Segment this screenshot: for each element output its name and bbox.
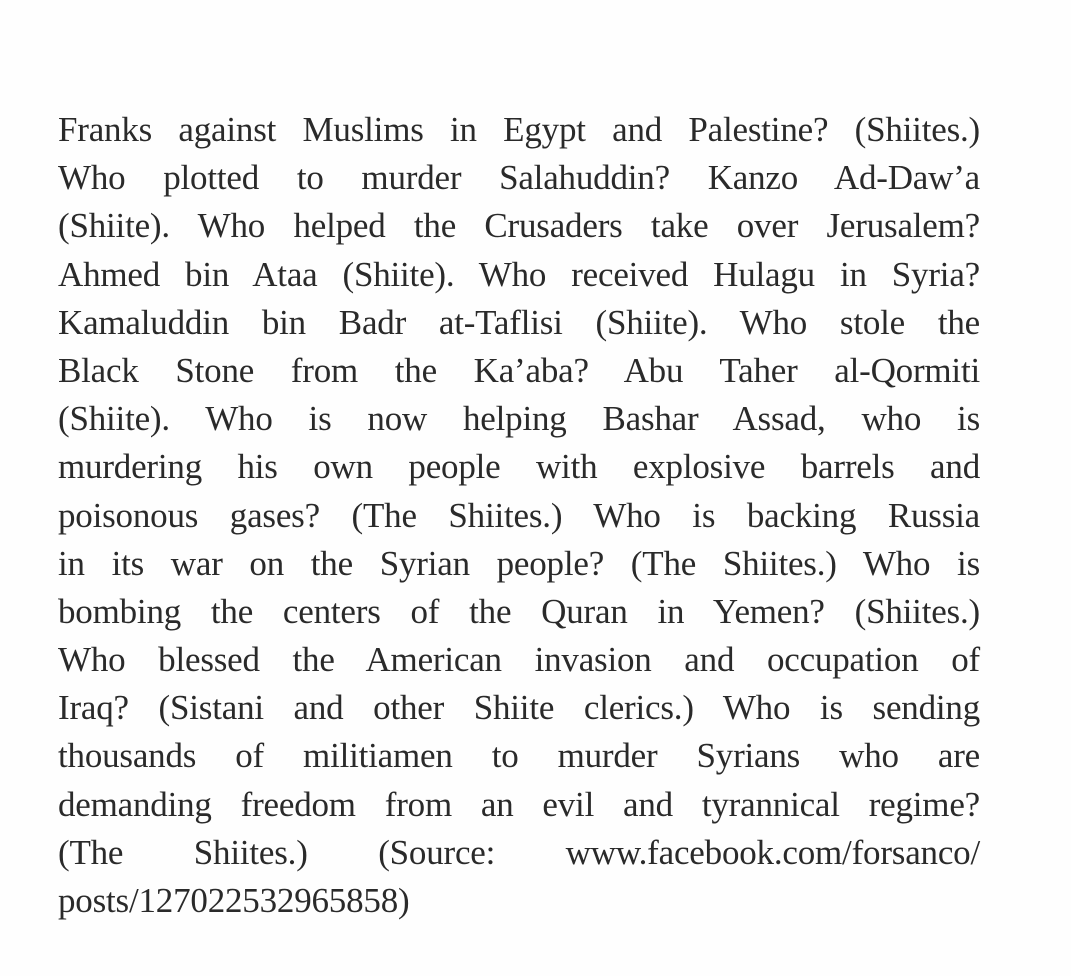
text-line: Who blessed the American invasion and occupation of — [58, 640, 980, 680]
text-line: in its war on the Syrian people? (The Shiites.) Who is — [58, 543, 980, 583]
text-line: Iraq? (Sistani and other Shiite clerics.) Who is sending — [58, 688, 980, 728]
text-line: Black Stone from the Ka’aba? Abu Taher al-Qormiti — [58, 350, 980, 390]
text-line: (The Shiites.) (Source: www.facebook.com/forsanco/ — [58, 832, 980, 872]
text-line: posts/127022532965858) — [58, 881, 410, 920]
text-line: (Shiite). Who is now helping Bashar Assad, who is — [58, 399, 980, 439]
text-line: Franks against Muslims in Egypt and Palestine? (Shiites.) — [58, 110, 980, 149]
body-text — [58, 106, 980, 925]
text-line: murdering his own people with explosive barrels and — [58, 447, 980, 487]
text-line: Who plotted to murder Salahuddin? Kanzo Ad-Daw’a — [58, 158, 980, 198]
text-line: thousands of militiamen to murder Syrians who are — [58, 736, 980, 776]
text-line: bombing the centers of the Quran in Yemen? (Shiites.) — [58, 591, 980, 631]
text-line: demanding freedom from an evil and tyrannical regime? — [58, 784, 980, 824]
text-line: Ahmed bin Ataa (Shiite). Who received Hulagu in Syria? — [58, 254, 980, 294]
text-line: (Shiite). Who helped the Crusaders take over Jerusalem? — [58, 206, 980, 246]
text-line: poisonous gases? (The Shiites.) Who is backing Russia — [58, 495, 980, 535]
text-line: Kamaluddin bin Badr at-Taflisi (Shiite). Who stole the — [58, 302, 980, 342]
